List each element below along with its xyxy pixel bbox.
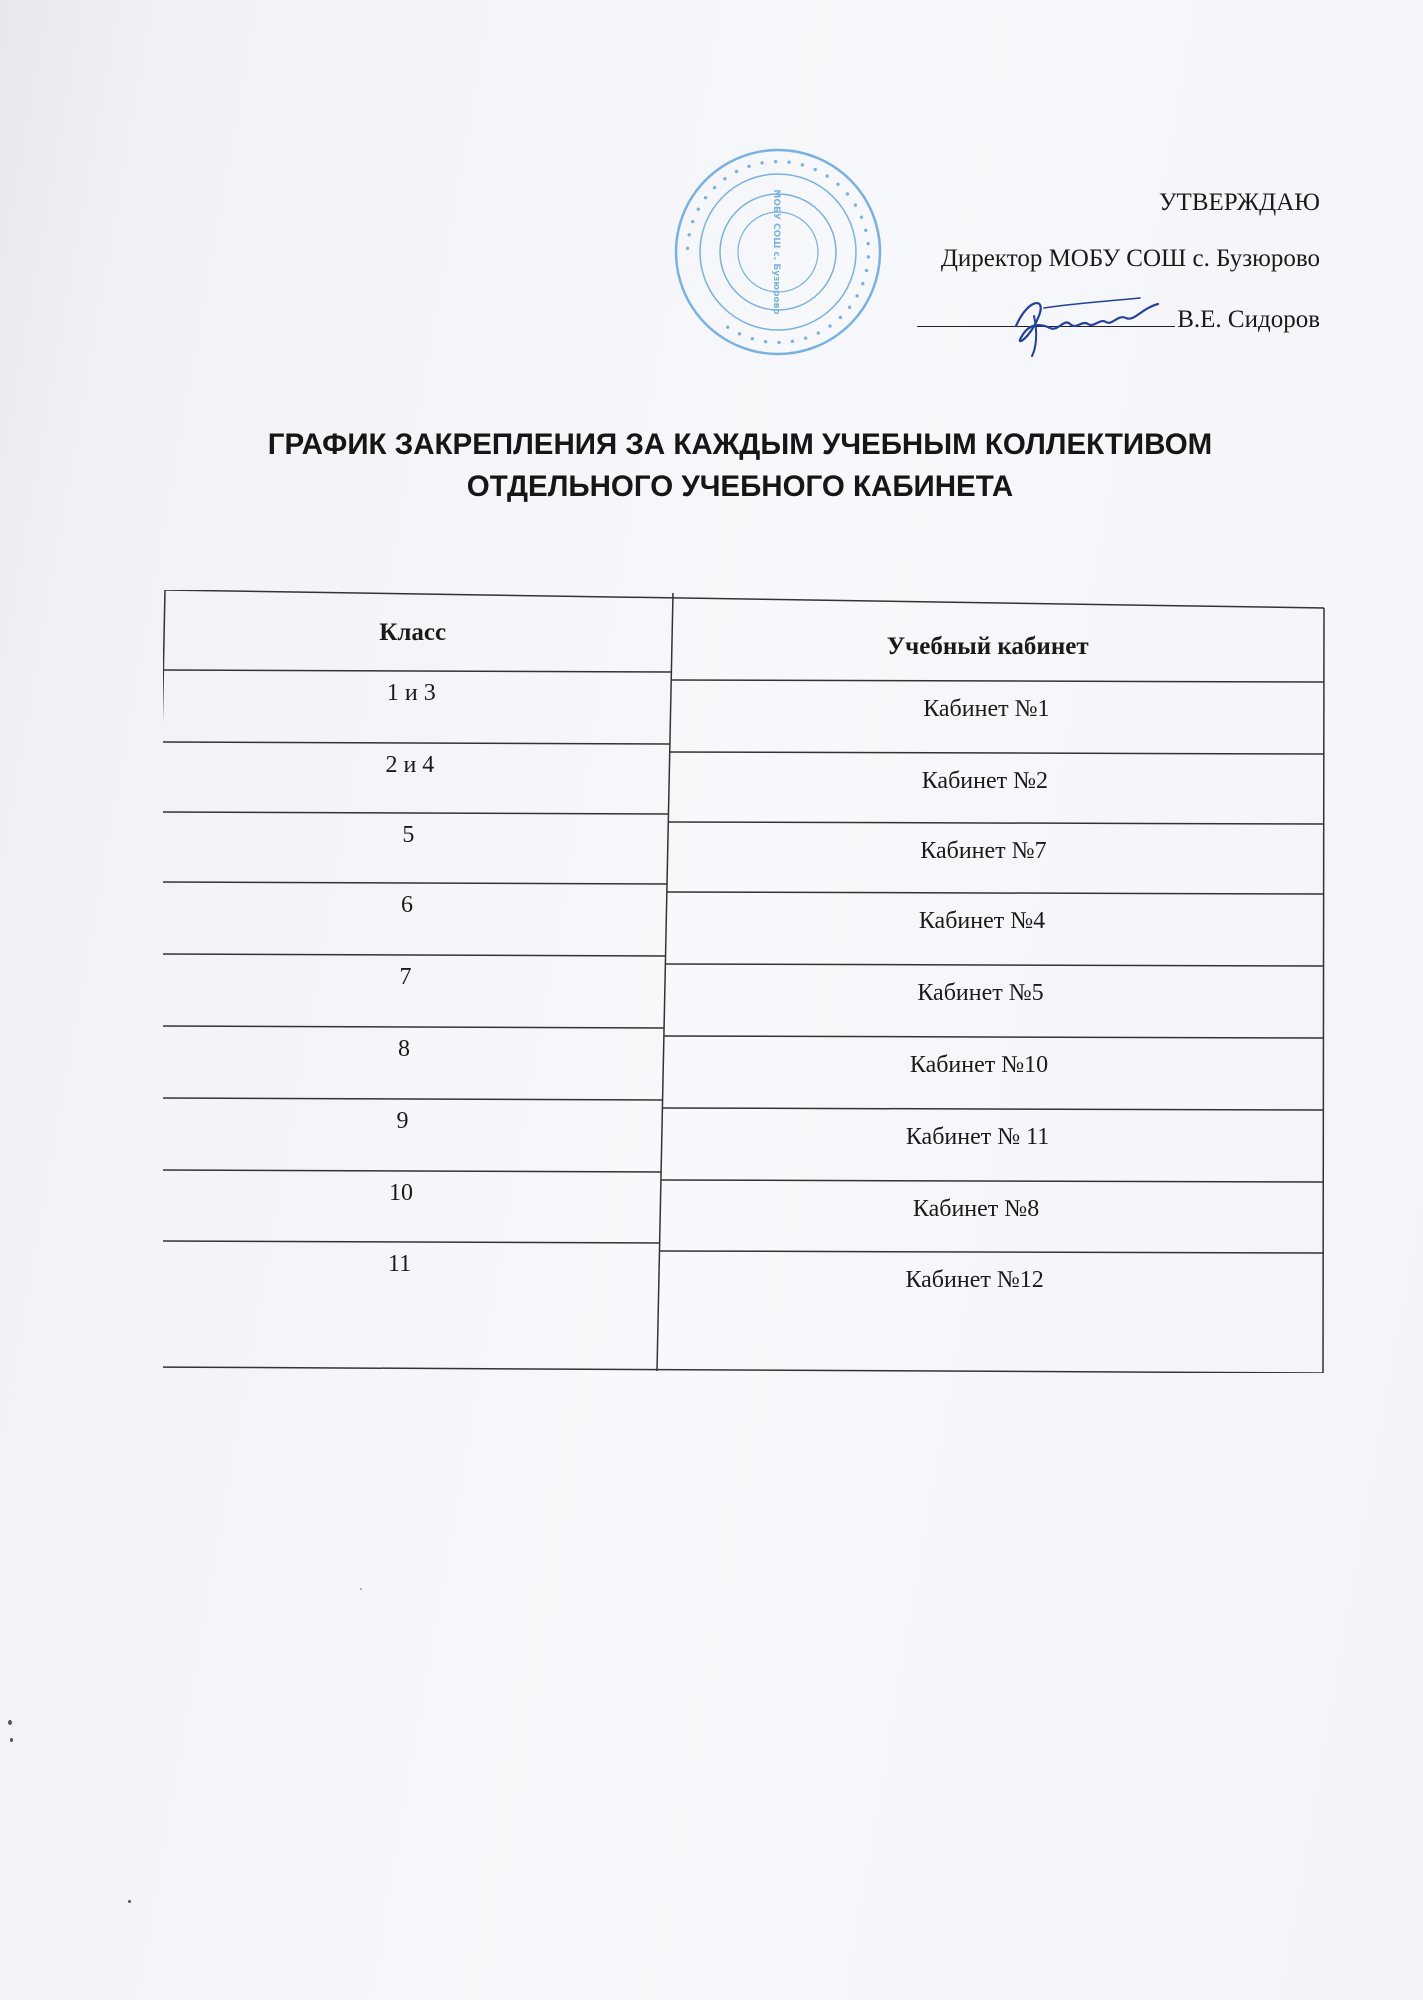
row-divider-left [163, 1170, 661, 1172]
row-divider-left [163, 882, 667, 884]
row-divider-right [660, 1251, 1324, 1253]
cell-class: 5 [402, 822, 415, 848]
cell-room: Кабинет №4 [918, 908, 1046, 934]
row-divider-left [163, 954, 666, 956]
title-line-1: ГРАФИК ЗАКРЕПЛЕНИЯ ЗА КАЖДЫМ УЧЕБНЫМ КОЛЛЕКТИВОМ [267, 428, 1213, 461]
cell-room: Кабинет №2 [921, 768, 1049, 794]
cell-class: 11 [388, 1251, 412, 1277]
table-divider-column [657, 593, 673, 1371]
approval-name: В.Е. Сидоров [1177, 306, 1320, 333]
cell-room: Кабинет №10 [909, 1052, 1049, 1078]
document-title [150, 424, 1330, 508]
seal-center-text: МОБУ СОШ с. Бузюрово [771, 189, 781, 315]
cell-class: 6 [400, 892, 413, 918]
row-divider-left [163, 742, 670, 744]
table-border-top [165, 590, 1324, 608]
table-border-left [163, 590, 165, 1367]
table-border-bottom [163, 1367, 1323, 1373]
approval-position: Директор МОБУ СОШ с. Бузюрово [940, 245, 1320, 272]
seal-ring-text: • • • • • • • • • • • • • • • • • • • • • • • • • • • • • • • • • • • • [680, 154, 876, 350]
row-divider-left [163, 670, 671, 672]
handwritten-signature [1008, 278, 1164, 358]
row-divider-left [163, 1241, 660, 1243]
row-divider-right [661, 1180, 1324, 1182]
cell-room: Кабинет №5 [917, 980, 1044, 1006]
cell-class: 8 [398, 1036, 411, 1062]
cell-class: 7 [399, 964, 412, 990]
cell-room: Кабинет №12 [905, 1267, 1044, 1293]
row-divider-right [667, 892, 1324, 894]
cell-class: 2 и 4 [385, 752, 435, 778]
cell-class: 9 [396, 1108, 409, 1134]
row-divider-left [163, 1026, 664, 1028]
approval-heading: УТВЕРЖДАЮ [1158, 189, 1320, 216]
cell-room: Кабинет №7 [920, 838, 1047, 864]
cell-room: Кабинет №1 [923, 696, 1050, 722]
header-room: Учебный кабинет [886, 633, 1089, 660]
row-divider-right [671, 680, 1324, 682]
classroom-table [163, 590, 1326, 1373]
row-divider-right [670, 752, 1324, 754]
school-seal-stamp [672, 146, 884, 358]
cell-class: 1 и 3 [386, 680, 436, 706]
cell-class: 10 [389, 1180, 414, 1206]
row-divider-right [664, 1036, 1324, 1038]
header-class: Класс [379, 619, 447, 646]
cell-room: Кабинет №8 [912, 1196, 1040, 1222]
row-divider-left [163, 812, 668, 814]
cell-room: Кабинет № 11 [905, 1124, 1050, 1150]
row-divider-right [666, 964, 1324, 966]
table-border-right [1323, 608, 1324, 1373]
title-line-2: ОТДЕЛЬНОГО УЧЕБНОГО КАБИНЕТА [466, 470, 1014, 503]
table-grid-lines [163, 590, 1324, 1373]
row-divider-right [668, 822, 1324, 824]
row-divider-left [163, 1098, 663, 1100]
row-divider-right [663, 1108, 1324, 1110]
